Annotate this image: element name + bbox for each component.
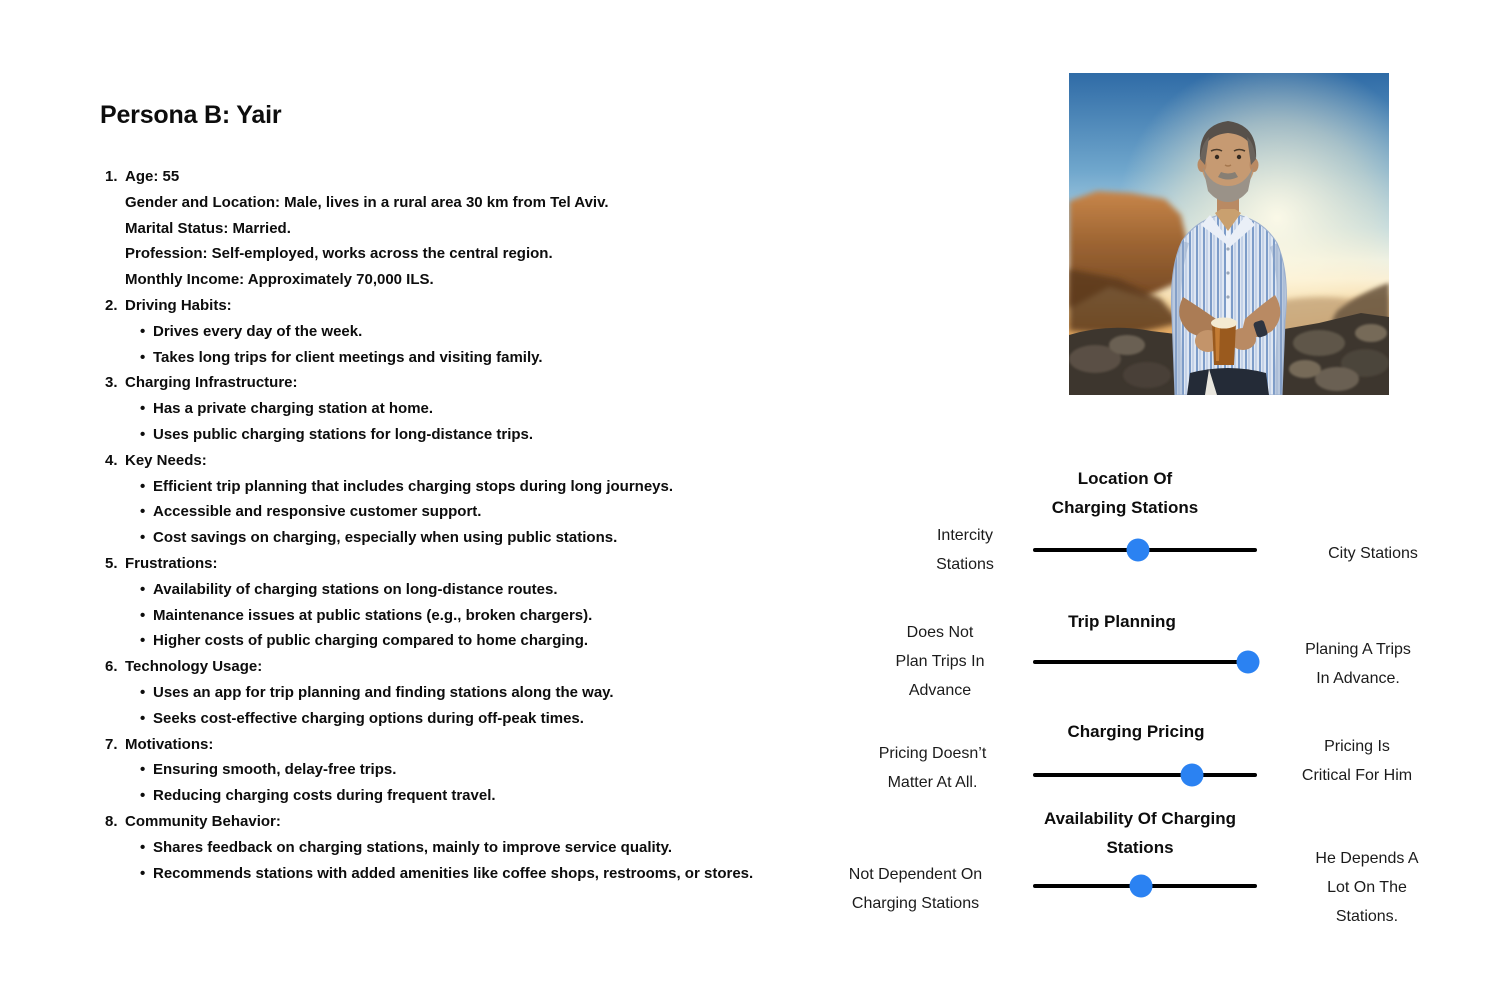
profile-bullet: • Cost savings on charging, especially when using public stations. [105, 525, 835, 551]
profile-item-heading [105, 551, 835, 577]
profile-bullet: • Accessible and responsive customer support. [105, 499, 835, 525]
profile-bullet: • Takes long trips for client meetings and visiting family. [105, 345, 835, 371]
slider-right-label: City Stations [1328, 545, 1418, 562]
profile-bullet: • Seeks cost-effective charging options during off-peak times. [105, 706, 835, 732]
item-number: 7. [105, 735, 118, 753]
slider-knob[interactable] [1129, 875, 1152, 898]
profile-line: Profession: Self-employed, works across the central region. [125, 245, 553, 263]
profile-bullet: • Availability of charging stations on long-distance routes. [105, 577, 835, 603]
slider-knob[interactable] [1237, 651, 1260, 674]
item-number: 5. [105, 554, 118, 572]
profile-item-heading [105, 809, 835, 835]
item-number: 4. [105, 451, 118, 469]
slider-track[interactable] [1033, 548, 1257, 552]
profile-bullet: • Higher costs of public charging compared to home charging. [105, 628, 835, 654]
profile-bullet: • Shares feedback on charging stations, mainly to improve service quality. [105, 835, 835, 861]
profile-item-heading [105, 732, 835, 758]
profile-bullet: • Ensuring smooth, delay-free trips. [105, 757, 835, 783]
profile-item-heading [105, 293, 835, 319]
profile-item-heading [105, 654, 835, 680]
item-number: 8. [105, 812, 118, 830]
profile-bullet: • Uses an app for trip planning and finding stations along the way. [105, 680, 835, 706]
slider-title: Availability Of Charging Stations [1043, 809, 1237, 857]
item-title: Key Needs: [125, 451, 207, 469]
profile-line: Gender and Location: Male, lives in a rural area 30 km from Tel Aviv. [125, 193, 609, 211]
slider-knob[interactable] [1181, 764, 1204, 787]
slider-title: Location Of Charging Stations [1051, 469, 1199, 517]
item-title: Frustrations: [125, 554, 218, 572]
profile-bullet: • Recommends stations with added amenities like coffee shops, restrooms, or stores. [105, 861, 835, 887]
item-number: 2. [105, 296, 118, 314]
item-title: Motivations: [125, 735, 214, 753]
slider-left-label: Intercity Stations [936, 527, 994, 573]
page-title: Persona B: Yair [100, 100, 282, 129]
slider-track[interactable] [1033, 660, 1257, 664]
item-title: Charging Infrastructure: [125, 374, 298, 392]
profile-bullet: • Has a private charging station at home. [105, 396, 835, 422]
item-title: Driving Habits: [125, 296, 232, 314]
profile-bullet: • Uses public charging stations for long-distance trips. [105, 422, 835, 448]
profile-bullet: • Drives every day of the week. [105, 319, 835, 345]
item-title: Technology Usage: [125, 658, 263, 676]
slider-track[interactable] [1033, 773, 1257, 777]
slider-title: Charging Pricing [1067, 722, 1205, 741]
item-number: 1. [105, 168, 118, 185]
profile-line: Marital Status: Married. [125, 219, 291, 237]
profile-bullet: • Maintenance issues at public stations (e.g., broken chargers). [105, 603, 835, 629]
profile-list [105, 164, 835, 886]
item-number: 3. [105, 374, 118, 392]
slider-title: Trip Planning [1068, 612, 1176, 631]
slider-left-label: Does Not Plan Trips In Advance [895, 624, 985, 699]
profile-item-heading [105, 370, 835, 396]
profile-bullet: • Efficient trip planning that includes charging stops during long journeys. [105, 474, 835, 500]
persona-photo [1069, 73, 1389, 395]
profile-bullet: • Reducing charging costs during frequent travel. [105, 783, 835, 809]
profile-item-heading [105, 164, 835, 190]
slider-knob[interactable] [1127, 539, 1150, 562]
profile-item-heading [105, 448, 835, 474]
slider-left-label: Not Dependent On Charging Stations [848, 866, 983, 912]
slider-right-label: Pricing Is Critical For Him [1301, 738, 1413, 784]
item-title: Age: 55 [125, 168, 180, 185]
profile-line: Monthly Income: Approximately 70,000 ILS. [125, 271, 434, 289]
item-number: 6. [105, 658, 118, 676]
slider-track[interactable] [1033, 884, 1257, 888]
slider-left-label: Pricing Doesn’t Matter At All. [878, 745, 987, 791]
item-title: Community Behavior: [125, 812, 281, 830]
slider-right-label: Planing A Trips In Advance. [1305, 641, 1411, 687]
slider-right-label: He Depends A Lot On The Stations. [1315, 850, 1419, 925]
